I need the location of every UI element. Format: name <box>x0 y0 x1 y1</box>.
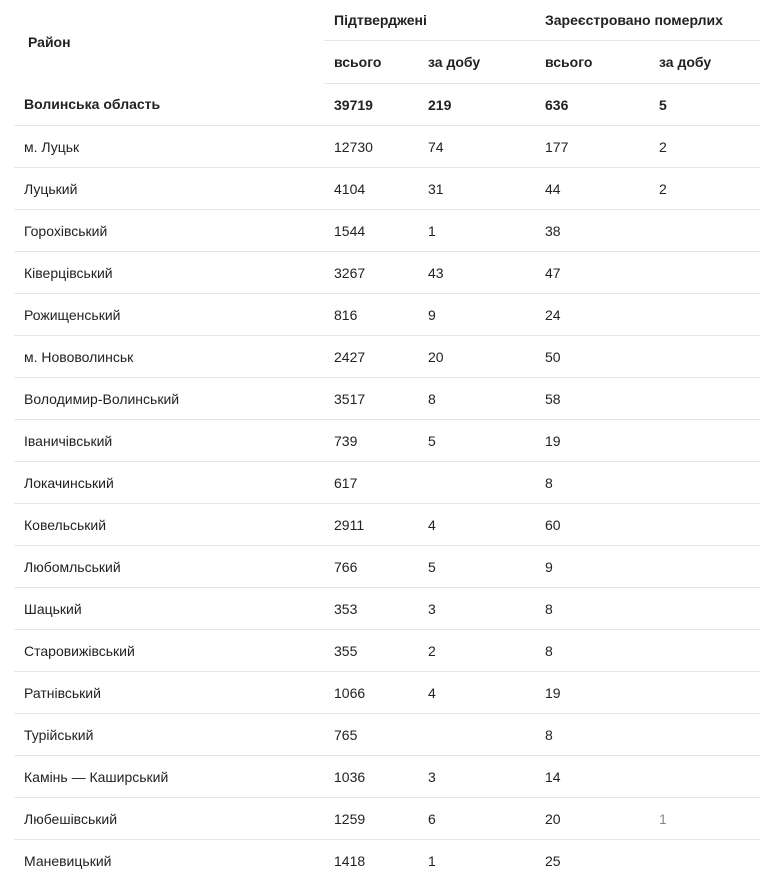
cell-confirmed-total: 12730 <box>324 126 418 168</box>
table-row <box>14 126 760 168</box>
table-row <box>14 546 760 588</box>
cell-confirmed-total: 765 <box>324 714 418 756</box>
cell-rayon: Любомльський <box>14 546 324 588</box>
cell-confirmed-per-day: 3 <box>418 756 535 798</box>
cell-deaths-per-day: 1 <box>649 798 760 840</box>
cell-confirmed-total: 39719 <box>324 84 418 126</box>
cell-deaths-total: 636 <box>535 84 649 126</box>
cell-confirmed-total: 1544 <box>324 210 418 252</box>
cell-confirmed-per-day: 4 <box>418 504 535 546</box>
cell-deaths-total: 8 <box>535 714 649 756</box>
cell-confirmed-total: 355 <box>324 630 418 672</box>
cell-deaths-per-day <box>649 756 760 798</box>
cell-confirmed-per-day: 9 <box>418 294 535 336</box>
cell-deaths-total: 14 <box>535 756 649 798</box>
cell-deaths-per-day <box>649 378 760 420</box>
cell-confirmed-per-day: 219 <box>418 84 535 126</box>
cell-deaths-per-day: 2 <box>649 168 760 210</box>
cell-confirmed-total: 1066 <box>324 672 418 714</box>
cell-deaths-per-day <box>649 630 760 672</box>
cell-confirmed-per-day: 74 <box>418 126 535 168</box>
cell-confirmed-per-day: 3 <box>418 588 535 630</box>
cell-confirmed-per-day: 1 <box>418 210 535 252</box>
cell-rayon: Ківерцівський <box>14 252 324 294</box>
table-row <box>14 840 760 879</box>
cell-deaths-per-day: 2 <box>649 126 760 168</box>
table-row <box>14 798 760 840</box>
table-body <box>14 84 760 879</box>
cell-deaths-per-day <box>649 588 760 630</box>
cell-deaths-per-day <box>649 420 760 462</box>
cell-deaths-per-day <box>649 840 760 879</box>
cell-rayon: м. Луцьк <box>14 126 324 168</box>
table-row <box>14 336 760 378</box>
covid-stats-table <box>14 0 760 879</box>
cell-deaths-total: 25 <box>535 840 649 879</box>
cell-confirmed-per-day: 20 <box>418 336 535 378</box>
cell-deaths-per-day <box>649 672 760 714</box>
cell-deaths-total: 44 <box>535 168 649 210</box>
cell-rayon: Луцький <box>14 168 324 210</box>
table-row <box>14 504 760 546</box>
cell-deaths-per-day <box>649 504 760 546</box>
cell-deaths-per-day <box>649 714 760 756</box>
table-row <box>14 714 760 756</box>
cell-rayon: Ковельський <box>14 504 324 546</box>
cell-deaths-total: 50 <box>535 336 649 378</box>
table-row <box>14 588 760 630</box>
cell-rayon: Волинська область <box>14 84 324 126</box>
cell-rayon: м. Нововолинськ <box>14 336 324 378</box>
cell-confirmed-total: 766 <box>324 546 418 588</box>
header-deaths: Зареєстровано померлих <box>535 0 760 41</box>
cell-confirmed-per-day: 8 <box>418 378 535 420</box>
cell-confirmed-per-day: 43 <box>418 252 535 294</box>
cell-confirmed-per-day <box>418 714 535 756</box>
header-rayon: Район <box>28 33 71 50</box>
cell-confirmed-total: 4104 <box>324 168 418 210</box>
cell-deaths-total: 20 <box>535 798 649 840</box>
cell-confirmed-total: 3267 <box>324 252 418 294</box>
table-row <box>14 378 760 420</box>
cell-deaths-per-day <box>649 336 760 378</box>
table-row <box>14 420 760 462</box>
header-deaths-total: всього <box>535 41 649 84</box>
cell-rayon: Старовижівський <box>14 630 324 672</box>
table-row <box>14 630 760 672</box>
table-row-total <box>14 84 760 126</box>
cell-deaths-total: 47 <box>535 252 649 294</box>
cell-rayon: Локачинський <box>14 462 324 504</box>
cell-rayon: Горохівський <box>14 210 324 252</box>
cell-confirmed-per-day: 6 <box>418 798 535 840</box>
cell-confirmed-total: 1418 <box>324 840 418 879</box>
cell-confirmed-total: 1036 <box>324 756 418 798</box>
cell-deaths-total: 8 <box>535 462 649 504</box>
table-row <box>14 252 760 294</box>
cell-rayon: Ратнівський <box>14 672 324 714</box>
cell-confirmed-total: 816 <box>324 294 418 336</box>
cell-deaths-total: 9 <box>535 546 649 588</box>
cell-confirmed-total: 353 <box>324 588 418 630</box>
cell-rayon: Камінь — Каширський <box>14 756 324 798</box>
cell-rayon: Володимир-Волинський <box>14 378 324 420</box>
cell-confirmed-per-day <box>418 462 535 504</box>
cell-rayon: Любешівський <box>14 798 324 840</box>
cell-confirmed-total: 1259 <box>324 798 418 840</box>
table-row <box>14 210 760 252</box>
table-header <box>14 0 760 84</box>
cell-deaths-total: 19 <box>535 420 649 462</box>
cell-deaths-per-day <box>649 462 760 504</box>
cell-deaths-per-day <box>649 252 760 294</box>
cell-deaths-total: 24 <box>535 294 649 336</box>
cell-deaths-total: 19 <box>535 672 649 714</box>
cell-deaths-per-day <box>649 294 760 336</box>
cell-deaths-total: 58 <box>535 378 649 420</box>
header-confirmed-per-day: за добу <box>418 41 535 84</box>
cell-confirmed-total: 2427 <box>324 336 418 378</box>
cell-deaths-total: 8 <box>535 588 649 630</box>
table-row <box>14 168 760 210</box>
cell-confirmed-total: 3517 <box>324 378 418 420</box>
cell-confirmed-per-day: 5 <box>418 420 535 462</box>
cell-deaths-per-day <box>649 546 760 588</box>
cell-rayon: Маневицький <box>14 840 324 879</box>
cell-confirmed-total: 2911 <box>324 504 418 546</box>
header-confirmed-total: всього <box>324 41 418 84</box>
cell-confirmed-per-day: 1 <box>418 840 535 879</box>
header-confirmed: Підтверджені <box>324 0 535 41</box>
table-row <box>14 672 760 714</box>
cell-rayon: Рожищенський <box>14 294 324 336</box>
cell-deaths-total: 38 <box>535 210 649 252</box>
cell-rayon: Турійський <box>14 714 324 756</box>
header-deaths-per-day: за добу <box>649 41 760 84</box>
cell-confirmed-total: 617 <box>324 462 418 504</box>
cell-deaths-per-day: 5 <box>649 84 760 126</box>
cell-confirmed-per-day: 31 <box>418 168 535 210</box>
cell-rayon: Іваничівський <box>14 420 324 462</box>
cell-confirmed-per-day: 4 <box>418 672 535 714</box>
table-row <box>14 294 760 336</box>
cell-rayon: Шацький <box>14 588 324 630</box>
table-row <box>14 756 760 798</box>
cell-confirmed-total: 739 <box>324 420 418 462</box>
cell-deaths-per-day <box>649 210 760 252</box>
cell-deaths-total: 177 <box>535 126 649 168</box>
cell-deaths-total: 8 <box>535 630 649 672</box>
cell-deaths-total: 60 <box>535 504 649 546</box>
cell-confirmed-per-day: 5 <box>418 546 535 588</box>
cell-confirmed-per-day: 2 <box>418 630 535 672</box>
table-row <box>14 462 760 504</box>
